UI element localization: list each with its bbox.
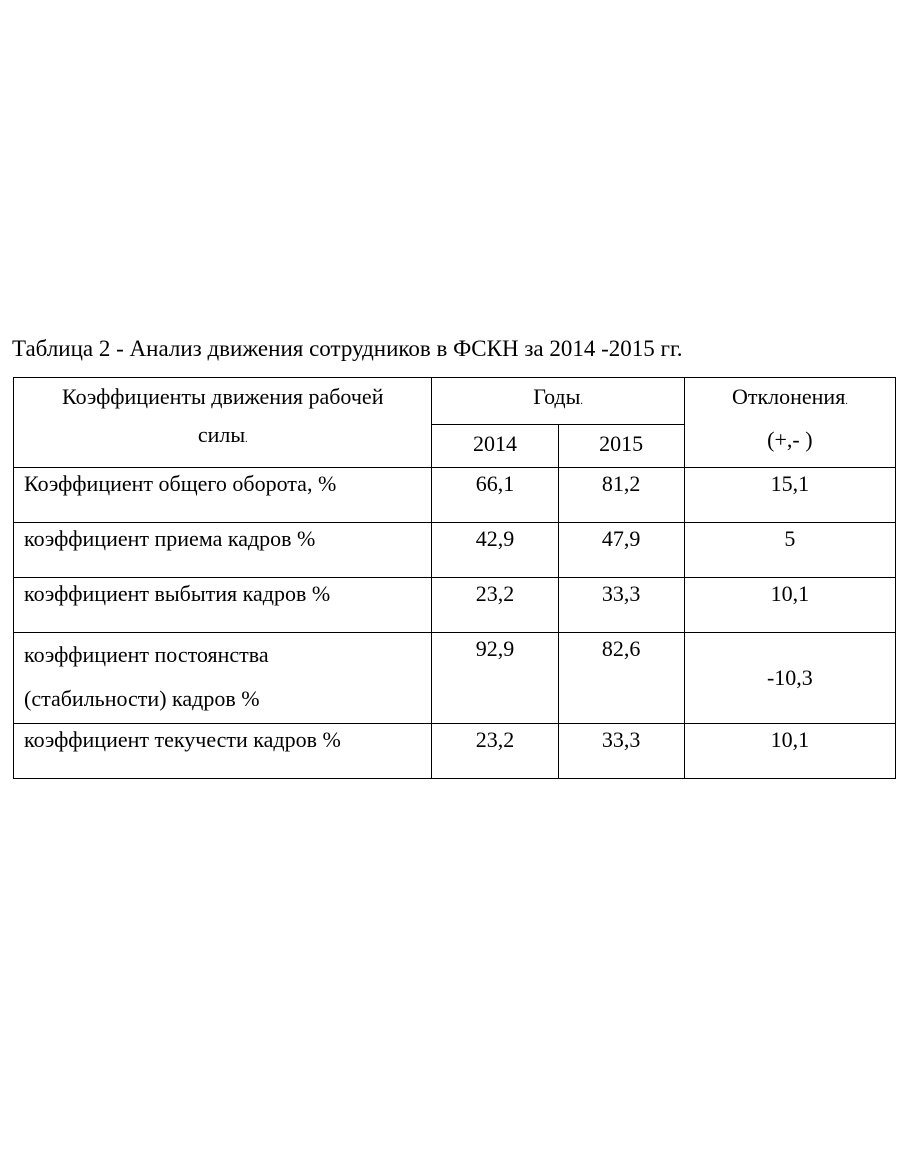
row-deviation: 5 — [684, 523, 895, 578]
row-deviation: 15,1 — [684, 468, 895, 523]
header-years-dot: . — [580, 396, 583, 407]
row-deviation: 10,1 — [684, 578, 895, 633]
header-coefficients — [14, 378, 432, 468]
row-label: Коэффициент общего оборота, % — [14, 468, 432, 523]
row-value-2015: 47,9 — [558, 523, 684, 578]
row-label: коэффициент выбытия кадров % — [14, 578, 432, 633]
header-coefficients-line1: Коэффициенты движения рабочей — [61, 384, 384, 409]
header-deviation-dot: . — [845, 396, 848, 407]
row-value-2015: 33,3 — [558, 578, 684, 633]
header-year-2015: 2015 — [558, 425, 684, 468]
header-coefficients-line2: силы — [197, 422, 246, 447]
row-value-2014: 23,2 — [432, 724, 558, 779]
row-label: коэффициент приема кадров % — [14, 523, 432, 578]
row-value-2014: 92,9 — [432, 633, 558, 724]
table-row — [14, 724, 896, 779]
staff-movement-table — [13, 377, 896, 779]
table-row — [14, 578, 896, 633]
table-header-row — [14, 378, 896, 425]
table-caption: Таблица 2 - Анализ движения сотрудников в ФСКН за 2014 -2015 гг. — [12, 336, 683, 361]
header-deviation-line2: (+,- ) — [767, 427, 813, 452]
row-label-line1: коэффициент постоянства — [24, 642, 269, 667]
row-value-2015: 82,6 — [558, 633, 684, 724]
row-deviation: -10,3 — [684, 633, 895, 724]
header-deviation — [684, 378, 895, 468]
row-value-2014: 23,2 — [432, 578, 558, 633]
row-deviation: 10,1 — [684, 724, 895, 779]
table-row — [14, 633, 896, 724]
row-label-line2: (стабильности) кадров % — [24, 686, 260, 711]
header-deviation-line1: Отклонения — [731, 384, 846, 409]
row-label: коэффициент текучести кадров % — [14, 724, 432, 779]
table-row — [14, 523, 896, 578]
table-row — [14, 468, 896, 523]
row-value-2015: 33,3 — [558, 724, 684, 779]
header-year-2014: 2014 — [432, 425, 558, 468]
row-label — [14, 633, 432, 724]
row-value-2015: 81,2 — [558, 468, 684, 523]
row-value-2014: 66,1 — [432, 468, 558, 523]
row-value-2014: 42,9 — [432, 523, 558, 578]
header-years-label: Годы — [533, 384, 581, 409]
header-years — [432, 378, 684, 425]
header-coefficients-dot: . — [245, 434, 248, 445]
